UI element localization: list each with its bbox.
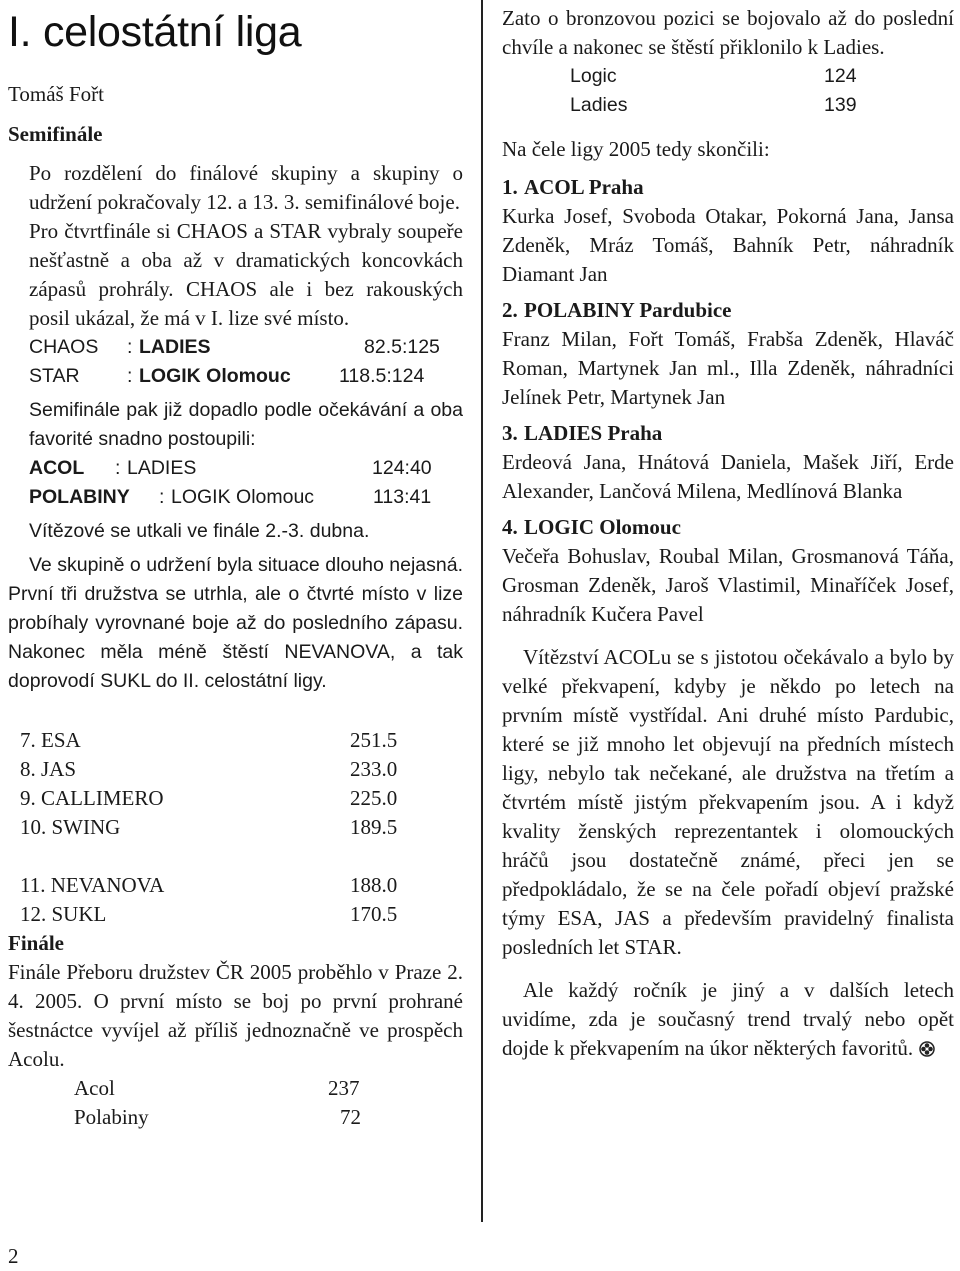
relegation-paragraph: Ve skupině o udržení byla situace dlouho nejasná. První tři družstva se utrhla, ale o čtvrté místo v lize probíhaly vyrovnané boje až do posledního zápasu. Nakonec měla méně štěstí NEVANOVA, a tak doprovodí SUKL do II. celostátní ligy. (8, 554, 463, 692)
right-column (502, 4, 954, 1063)
team-rank: 7. ESA (20, 728, 81, 752)
team-rank: 11. NEVANOVA (20, 873, 165, 897)
team-a: POLABINY (29, 486, 130, 508)
score: 113:41 (373, 486, 432, 508)
team-score: 139 (824, 94, 857, 116)
team-heading (502, 513, 954, 542)
team-score: 189.5 (350, 815, 398, 839)
quarterfinal-paragraph: Pro čtvrtfinále si CHAOS a STAR vybraly soupeře nešťastně a oba až v dramatických koncovkách zápasů prohrály. CHAOS ale i bez rakouských posil ukázal, že má v I. lize své místo. (29, 219, 463, 330)
standings-intro: Na čele ligy 2005 tedy skončili: (502, 137, 770, 161)
team-number: 1. (502, 175, 518, 199)
team-players: Kurka Josef, Svoboda Otakar, Pokorná Jana, Jansa Zdeněk, Mráz Tomáš, Bahník Petr, náhradník Diamant Jan (502, 204, 954, 286)
result-row (29, 483, 463, 512)
separator: : (127, 336, 133, 358)
team-b: LADIES (127, 457, 197, 479)
team-score: 225.0 (350, 786, 398, 810)
team-players: Erdeová Jana, Hnátová Daniela, Mašek Jiří, Erde Alexander, Lančová Milena, Medlínová Blanka (502, 450, 954, 503)
team-number: 4. (502, 515, 518, 539)
separator: : (115, 457, 121, 479)
team-score: 237 (328, 1076, 360, 1100)
team-rank: 9. CALLIMERO (20, 786, 164, 810)
intro-paragraph: Po rozdělení do finálové skupiny a skupiny o udržení pokračovaly 12. a 13. 3. semifinálové boje. (29, 161, 463, 214)
result-row (29, 333, 463, 362)
quarterfinal-results (8, 333, 463, 391)
closing-paragraph (502, 976, 954, 1063)
score: 82.5:125 (364, 336, 440, 358)
separator: : (159, 486, 165, 508)
table-row (20, 784, 463, 813)
final-date-note: Vítězové se utkali ve finále 2.-3. dubna. (29, 520, 370, 542)
team-name: Logic (570, 65, 617, 87)
team-name: LOGIC Olomouc (524, 515, 681, 539)
author: Tomáš Fořt (8, 82, 104, 106)
final-heading: Finále (8, 931, 64, 955)
team-a: STAR (29, 365, 80, 387)
standings-table-a (8, 726, 463, 842)
team-entry (502, 513, 954, 629)
team-list (502, 173, 954, 629)
team-number: 2. (502, 298, 518, 322)
bronze-paragraph: Zato o bronzovou pozici se bojovalo až do poslední chvíle a nakonec se štěstí přiklonilo k Ladies. (502, 6, 954, 59)
team-score: 188.0 (350, 873, 398, 897)
table-row (20, 726, 463, 755)
score-row (570, 62, 954, 91)
team-heading (502, 296, 954, 325)
column-divider (481, 0, 483, 1222)
semifinal-heading: Semifinále (8, 122, 103, 146)
bronze-score (502, 62, 954, 120)
table-row (20, 755, 463, 784)
score-row (74, 1103, 463, 1132)
result-row (29, 454, 463, 483)
team-score: 170.5 (350, 902, 398, 926)
separator: : (127, 365, 133, 387)
team-rank: 12. SUKL (20, 902, 107, 926)
result-row (29, 362, 463, 391)
standings-table-b (8, 871, 463, 929)
flower-end-mark-icon (919, 1041, 935, 1057)
team-entry (502, 173, 954, 289)
table-row (20, 813, 463, 842)
table-row (20, 900, 463, 929)
score-row (74, 1074, 463, 1103)
final-paragraph: Finále Přeboru družstev ČR 2005 proběhlo v Praze 2. 4. 2005. O první místo se boj po první prohrané šestnáctce vyvíjel až příliš jednoznačně ve prospěch Acolu. (8, 960, 463, 1071)
score: 118.5:124 (339, 365, 425, 387)
team-number: 3. (502, 421, 518, 445)
score-row (570, 91, 954, 120)
team-rank: 10. SWING (20, 815, 121, 839)
team-name: Acol (74, 1076, 115, 1100)
team-score: 251.5 (350, 728, 398, 752)
semifinal-results (8, 454, 463, 512)
article-title: I. celostátní liga (8, 8, 302, 56)
team-b: LOGIK Olomouc (171, 486, 315, 508)
team-name: LADIES Praha (524, 421, 663, 445)
final-score (8, 1074, 463, 1132)
team-name: POLABINY Pardubice (524, 298, 732, 322)
team-name: Polabiny (74, 1105, 149, 1129)
closing-text: Ale každý ročník je jiný a v dalších letech uvidíme, zda je současný trend trvalý nebo opět dojde k překvapením na úkor některých favoritů. (502, 978, 954, 1060)
team-score: 72 (340, 1105, 361, 1129)
team-name: Ladies (570, 94, 628, 116)
semifinal-paragraph: Semifinále pak již dopadlo podle očekávání a oba favorité snadno postoupili: (29, 399, 463, 450)
team-score: 233.0 (350, 757, 398, 781)
team-players: Večeřa Bohuslav, Roubal Milan, Grosmanová Táňa, Grosman Zdeněk, Jaroš Vlastimil, Minaříček Josef, náhradník Kučera Pavel (502, 544, 954, 626)
team-heading (502, 419, 954, 448)
commentary-paragraph: Vítězství ACOLu se s jistotou očekávalo a bylo by velké překvapení, kdyby je někdo po letech na prvním místě vystřídal. Ani druhé místo Pardubic, které se již mnoho let objevují na předních místech ligy, nebylo tak nečekané, ale družstva na třetím a čtvrtém místě jistým překvapením jsou. A i když kvality ženských reprezentantek i olomouckých hráčů jsou dostatečně známé, přeci jen se předpokládalo, že se na čele pořadí objeví pražské týmy ESA, JAS a především pravidelný finalista posledních let STAR. (502, 645, 954, 959)
team-entry (502, 419, 954, 506)
team-a: ACOL (29, 457, 85, 479)
team-b: LADIES (139, 336, 211, 358)
left-column (8, 0, 463, 1132)
table-row (20, 871, 463, 900)
team-players: Franz Milan, Fořt Tomáš, Frabša Zdeněk, Hlaváč Roman, Martynek Jan ml., Illa Zdeněk, náhradníci Jelínek Petr, Martynek Jan (502, 327, 954, 409)
team-heading (502, 173, 954, 202)
team-rank: 8. JAS (20, 757, 77, 781)
team-entry (502, 296, 954, 412)
team-score: 124 (824, 65, 857, 87)
score: 124:40 (372, 457, 432, 479)
team-b: LOGIK Olomouc (139, 365, 291, 387)
team-a: CHAOS (29, 336, 99, 358)
team-name: ACOL Praha (524, 175, 644, 199)
page-number: 2 (8, 1244, 19, 1268)
